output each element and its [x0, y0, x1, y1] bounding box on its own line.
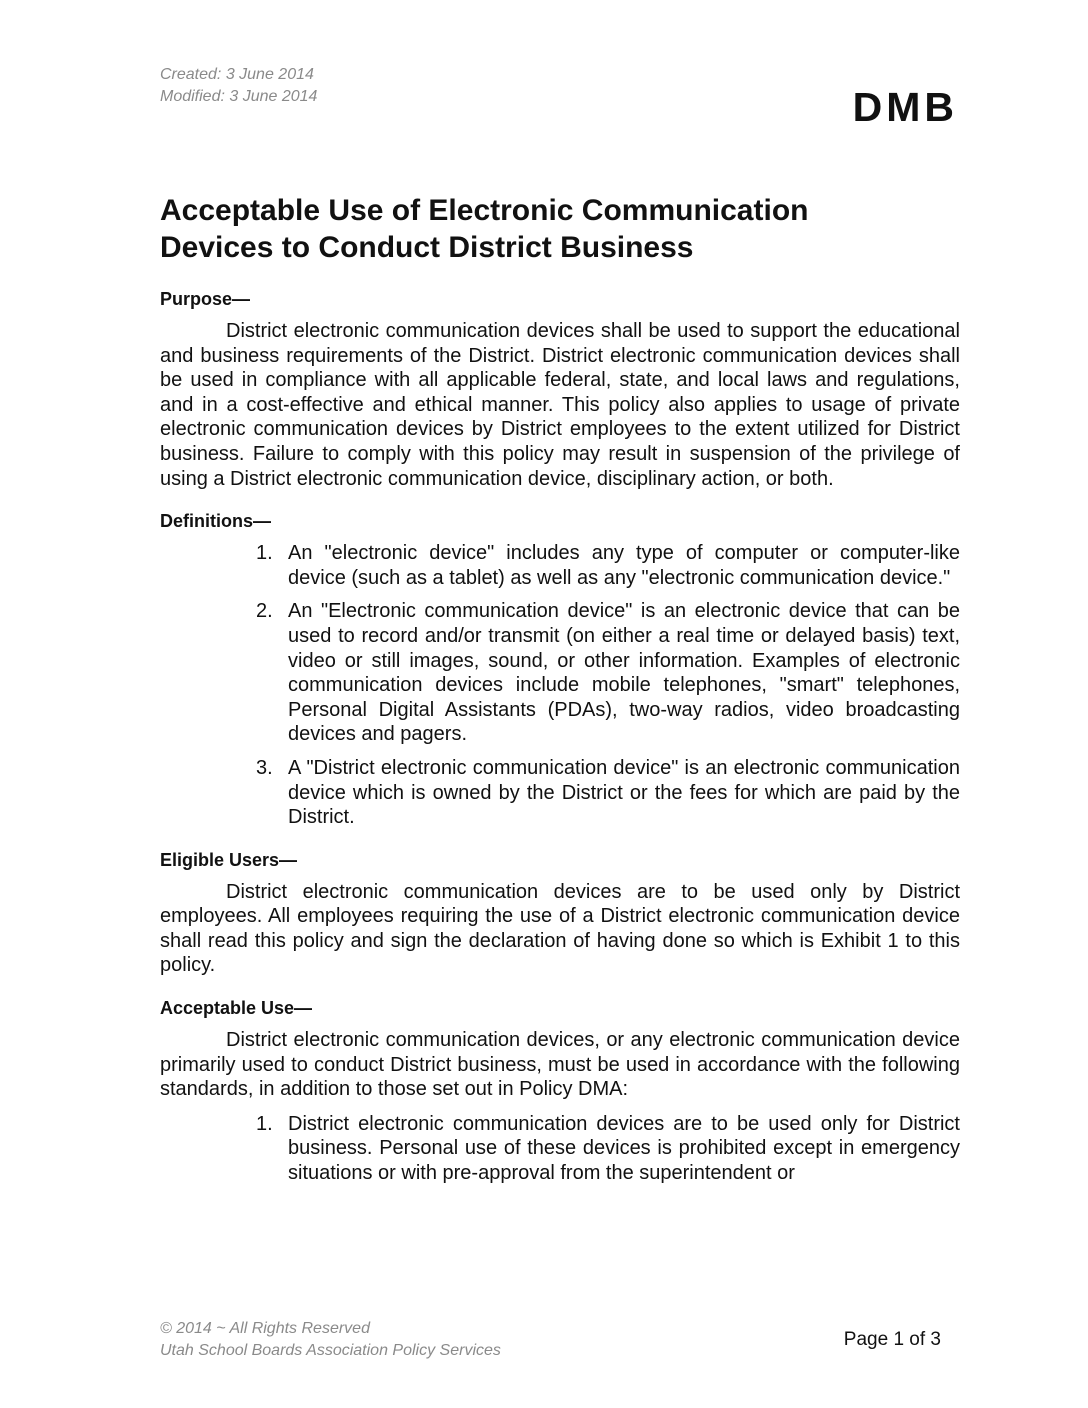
list-number: 1.: [256, 542, 273, 565]
eligible-users-section: [160, 848, 960, 978]
list-item: [256, 756, 960, 830]
purpose-section: [160, 287, 960, 491]
list-item-text: An "electronic device" includes any type of computer or computer-like device (such as a tablet) as well as any "electronic communication device.": [288, 542, 960, 589]
definitions-heading: Definitions—: [160, 511, 271, 532]
list-item: [256, 599, 960, 747]
list-item-text: District electronic communication devices are to be used only for District business. Personal use of these devices is prohibited except in emergency situations or with pre-approval from the superintendent or: [288, 1112, 960, 1185]
definitions-section: [160, 509, 960, 830]
publisher-text: Utah School Boards Association Policy Services: [160, 1342, 501, 1359]
page-number: Page 1 of 3: [843, 1329, 941, 1350]
purpose-heading: Purpose—: [160, 289, 251, 309]
acceptable-use-heading: Acceptable Use—: [160, 998, 313, 1019]
acceptable-use-section: [160, 996, 960, 1186]
list-number: 2.: [256, 600, 273, 623]
title-line-1: Acceptable Use of Electronic Communication: [160, 194, 809, 227]
list-item-text: An "Electronic communication device" is an electronic device that can be used to record and/or transmit (on either a real time or delayed basis) text, video or still images, sound, or other information. Examples of electronic communication devices include mobile telephones, "smart" telephones, Personal Digital Assistants (PDAs), two-way radios, video broadcasting devices and pagers.: [288, 600, 960, 746]
list-item-text: A "District electronic communication device" is an electronic communication device which is owned by the District or the fees for which are paid by the District.: [288, 756, 960, 829]
document-metadata: [160, 64, 317, 108]
acceptable-use-list: [160, 1112, 960, 1186]
policy-code: DMB: [852, 84, 958, 130]
eligible-users-heading: Eligible Users—: [160, 849, 298, 870]
list-number: 1.: [256, 1112, 273, 1135]
copyright-text: © 2014 ~ All Rights Reserved: [160, 1320, 370, 1337]
title-line-2: Devices to Conduct District Business: [160, 231, 694, 264]
created-date: Created: 3 June 2014: [160, 66, 314, 83]
list-item: [256, 1112, 960, 1186]
definitions-list: [160, 541, 960, 830]
footer-credits: [160, 1318, 501, 1362]
eligible-users-text: District electronic communication devices are to be used only by District employees. All employees requiring the use of a District electronic communication device shall read this policy and sign the declaration of having done so which is Exhibit 1 to this policy.: [160, 880, 960, 977]
document-body: [160, 287, 960, 1204]
document-title: [160, 192, 920, 266]
acceptable-use-text: District electronic communication devices, or any electronic communication device primarily used to conduct District business, must be used in accordance with the following standards, in addition to those set out in Policy DMA:: [160, 1029, 960, 1101]
modified-date: Modified: 3 June 2014: [160, 88, 318, 105]
list-number: 3.: [256, 756, 273, 779]
purpose-text: District electronic communication devices shall be used to support the educational and business requirements of the District. District electronic communication devices shall be used in compliance with all applicable federal, state, and local laws and regulations, and in a cost-effective and ethical manner. This policy also applies to usage of private electronic communication devices by District employees to the extent utilized for District business. Failure to comply with this policy may result in suspension of the privilege of using a District electronic communication device, disciplinary action, or both.: [160, 320, 960, 490]
list-item: [256, 541, 960, 590]
